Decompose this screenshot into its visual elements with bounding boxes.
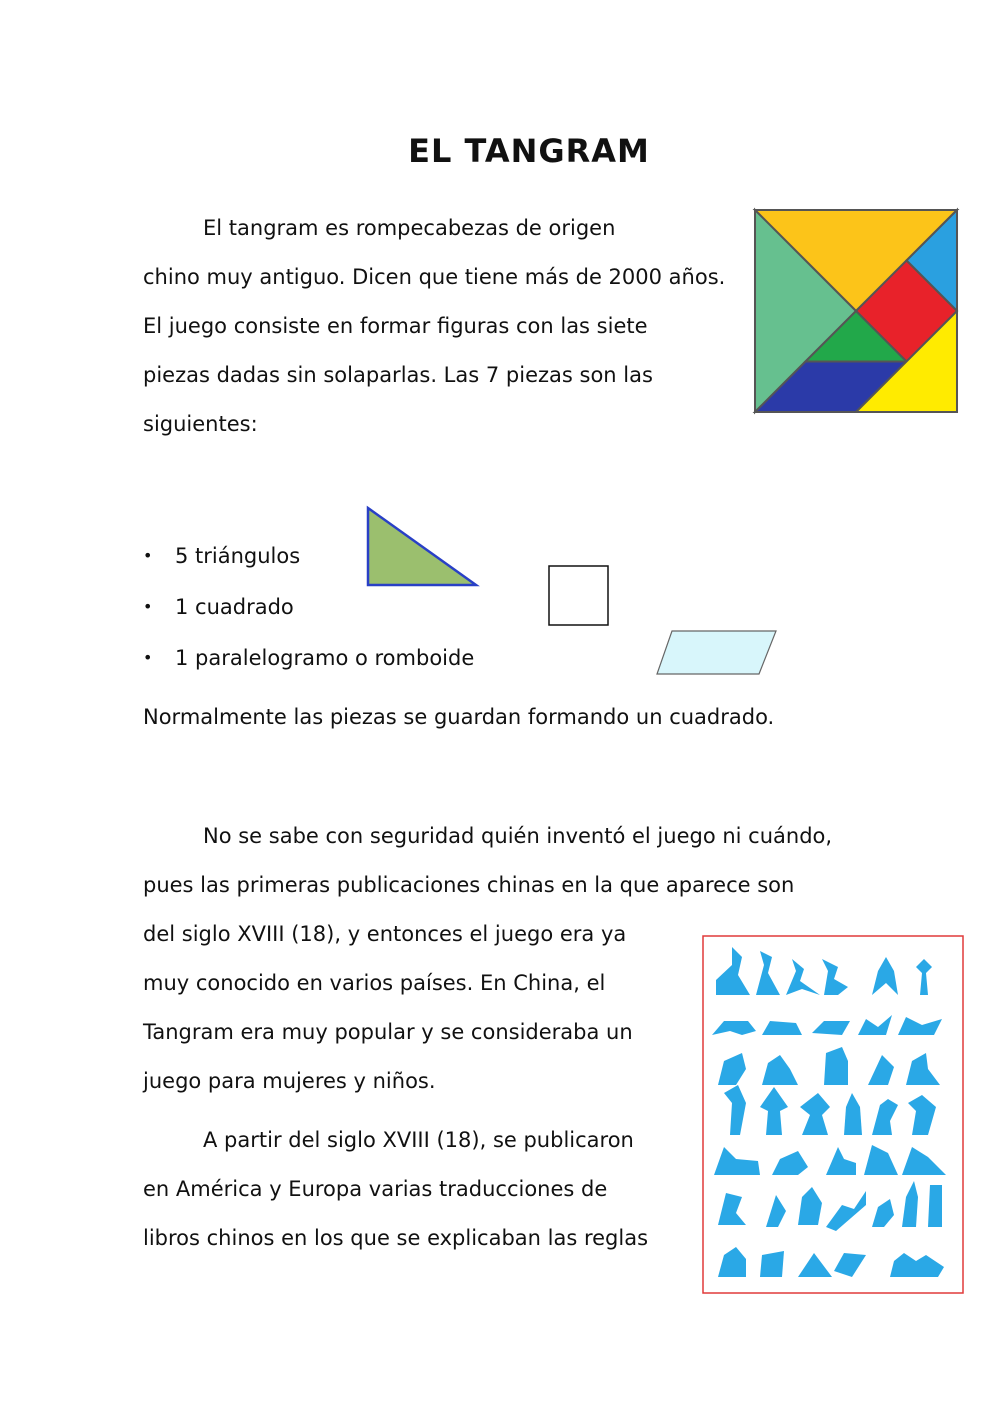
list-item-parallelogram: • 1 paralelogramo o romboide bbox=[143, 646, 475, 670]
tangram-square-image bbox=[755, 210, 957, 412]
history-line-3: del siglo XVIII (18), y entonces el juego era ya bbox=[143, 922, 627, 946]
tangram-figures-image bbox=[702, 935, 958, 1295]
storage-sentence: Normalmente las piezas se guardan formando un cuadrado. bbox=[143, 705, 775, 729]
history-line-6: juego para mujeres y niños. bbox=[143, 1069, 436, 1093]
intro-line-2: chino muy antiguo. Dicen que tiene más de 2000 años. bbox=[143, 265, 726, 289]
spread-line-3: libros chinos en los que se explicaban las reglas bbox=[143, 1226, 649, 1250]
intro-line-1: El tangram es rompecabezas de origen bbox=[203, 216, 616, 240]
intro-line-4: piezas dadas sin solaparlas. Las 7 piezas son las bbox=[143, 363, 653, 387]
history-line-1: No se sabe con seguridad quién inventó el juego ni cuándo, bbox=[203, 824, 833, 848]
parallelogram-icon bbox=[655, 629, 779, 677]
page-title: EL TANGRAM bbox=[408, 132, 650, 170]
spread-line-1: A partir del siglo XVIII (18), se publicaron bbox=[203, 1128, 634, 1152]
history-line-4: muy conocido en varios países. En China, el bbox=[143, 971, 606, 995]
square-icon bbox=[548, 565, 610, 627]
history-line-2: pues las primeras publicaciones chinas en la que aparece son bbox=[143, 873, 795, 897]
list-item-square: • 1 cuadrado bbox=[143, 595, 294, 619]
intro-line-5: siguientes: bbox=[143, 412, 258, 436]
triangle-icon bbox=[366, 506, 480, 588]
history-line-5: Tangram era muy popular y se consideraba un bbox=[143, 1020, 633, 1044]
intro-line-3: El juego consiste en formar figuras con las siete bbox=[143, 314, 648, 338]
list-item-triangles: • 5 triángulos bbox=[143, 544, 301, 568]
spread-line-2: en América y Europa varias traducciones de bbox=[143, 1177, 608, 1201]
